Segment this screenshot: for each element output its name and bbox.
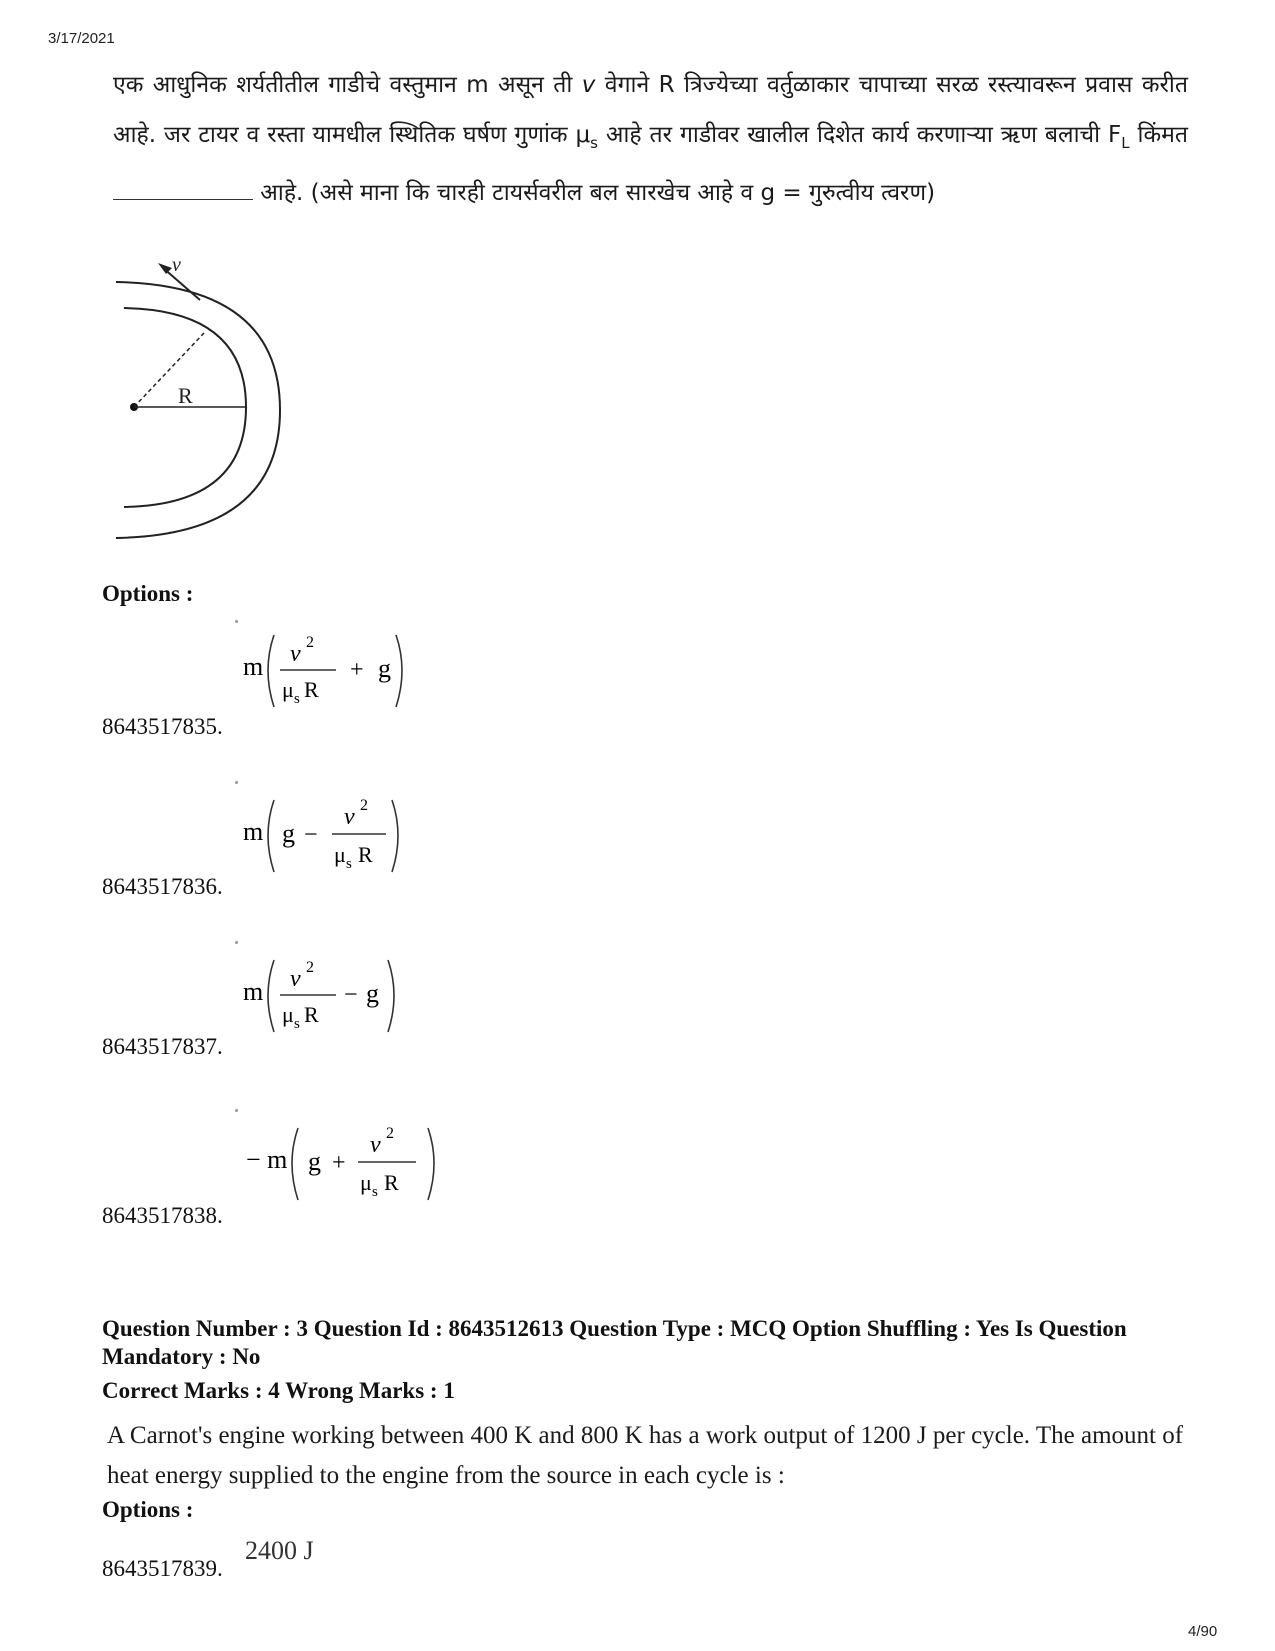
q2-text-part1: एक आधुनिक शर्यतीतील गाडीचे वस्तुमान m असून ती: [113, 72, 582, 98]
option-3-id: 8643517837.: [102, 1034, 223, 1059]
formula-prefix: m: [243, 817, 264, 846]
formula-prefix: m: [243, 977, 264, 1006]
q2-f-sub: L: [1121, 134, 1130, 152]
radius-dashed-line: [134, 333, 204, 407]
option-2-id: 8643517836.: [102, 874, 223, 899]
circular-track-diagram: [100, 255, 300, 565]
formula-operator: −: [344, 982, 358, 1008]
formula-power: 2: [306, 959, 314, 976]
option-3-formula: [240, 950, 420, 1040]
formula-operator: −: [304, 822, 318, 848]
formula-prefix: m: [243, 652, 264, 681]
formula-power: 2: [360, 797, 368, 814]
formula-operator: +: [332, 1150, 346, 1176]
option-marker: [235, 1109, 238, 1112]
option-marker: [235, 781, 238, 784]
formula-mu-sub: s: [294, 1016, 300, 1032]
print-date: 3/17/2021: [48, 30, 115, 47]
question-3-meta-line2: Correct Marks : 4 Wrong Marks : 1: [102, 1378, 455, 1403]
question-2-text: [113, 60, 1188, 218]
q2-text-part4: किंमत: [1129, 122, 1189, 148]
formula-denominator-tail: R: [358, 842, 373, 867]
q2-var-v: v: [581, 72, 596, 98]
option-1-formula: [240, 625, 420, 715]
q3-option-1-id: 8643517839.: [102, 1556, 223, 1581]
question-3-meta: [102, 1315, 1182, 1405]
formula-power: 2: [386, 1125, 394, 1142]
radius-label: R: [178, 383, 193, 408]
formula-denominator-tail: R: [304, 677, 319, 702]
formula-mu: μ: [282, 1002, 294, 1027]
formula-denominator-tail: R: [304, 1002, 319, 1027]
option-1-id: 8643517835.: [102, 714, 223, 739]
answer-blank: [113, 179, 253, 200]
q2-text-part2: वेगाने R त्रिज्येच्या वर्तुळाकार चापाच्या सरळ रस्त्यावरून प्रवास करीत आहे. जर टायर व रस्ता यामधील स्थितिक घर्षण गुणांक: [113, 72, 1189, 148]
formula-tail: g: [366, 979, 379, 1008]
page-number: 4/90: [1188, 1623, 1218, 1640]
question-3-text: A Carnot's engine working between 400 K and 800 K has a work output of 1200 J per cycle. The amount of heat energy supplied to the engine from the source in each cycle is :: [107, 1422, 1184, 1489]
formula-mu: μ: [282, 677, 294, 702]
formula-numerator: v: [344, 804, 355, 830]
q2-text-part5: आहे. (असे माना कि चारही टायर्सवरील बल सारखेच आहे व g = गुरुत्वीय त्वरण): [253, 180, 936, 206]
option-marker: [235, 620, 238, 623]
formula-lead: g: [282, 819, 295, 848]
q3-option-1-text: 2400 J: [245, 1536, 314, 1565]
q3-options-label: Options :: [102, 1497, 194, 1522]
formula-mu: μ: [360, 1170, 372, 1195]
option-4-formula: [240, 1118, 450, 1208]
formula-mu-sub: s: [346, 856, 352, 872]
track-outer-arc: [116, 282, 280, 538]
formula-mu-sub: s: [372, 1184, 378, 1200]
formula-mu-sub: s: [294, 691, 300, 707]
option-2-formula: [240, 790, 420, 880]
formula-numerator: v: [370, 1132, 381, 1158]
q2-mu: μ: [575, 122, 591, 148]
velocity-arrow-head: [158, 263, 172, 274]
formula-operator: +: [350, 657, 364, 683]
option-4-id: 8643517838.: [102, 1203, 223, 1228]
formula-numerator: v: [290, 641, 301, 667]
formula-prefix: − m: [246, 1145, 288, 1174]
question-3-meta-line1: Question Number : 3 Question Id : 8643512613 Question Type : MCQ Option Shuffling : Yes Is Question Mandatory : No: [102, 1316, 1127, 1369]
formula-mu: μ: [334, 842, 346, 867]
q2-mu-sub: s: [590, 134, 598, 152]
formula-power: 2: [306, 634, 314, 651]
formula-tail: g: [378, 654, 391, 683]
formula-denominator-tail: R: [384, 1170, 399, 1195]
option-marker: [235, 941, 238, 944]
formula-lead: g: [308, 1147, 321, 1176]
formula-numerator: v: [290, 966, 301, 992]
velocity-label: v: [172, 255, 181, 276]
q2-text-part3: आहे तर गाडीवर खालील दिशेत कार्य करणाऱ्या ऋण बलाची F: [597, 122, 1122, 148]
q2-options-label: Options :: [102, 581, 194, 606]
